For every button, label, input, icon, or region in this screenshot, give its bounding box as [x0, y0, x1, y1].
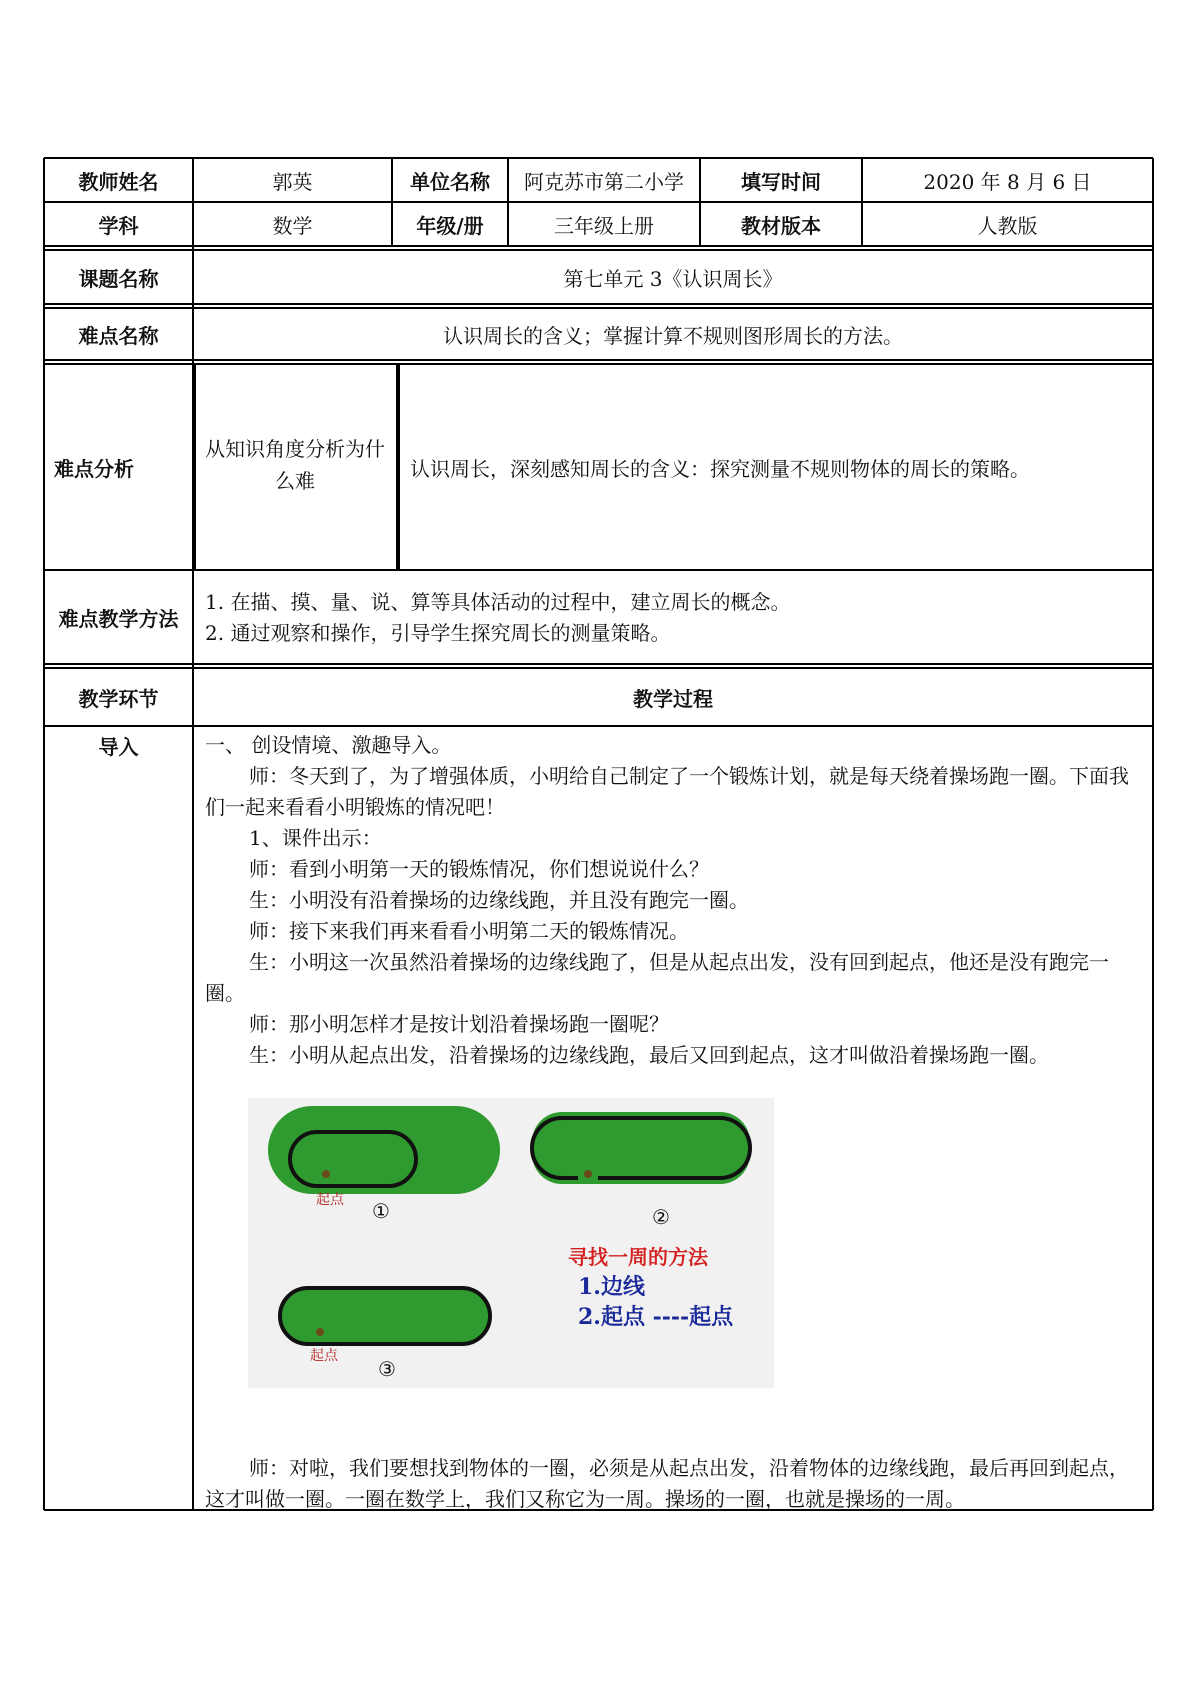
grade-label: 年级/册: [416, 213, 484, 238]
runner-1-icon: [322, 1170, 330, 1178]
date-label: 填写时间: [741, 169, 821, 194]
intro-line: 师：接下来我们再来看看小明第二天的锻炼情况。: [249, 919, 689, 943]
running-track-figure: [248, 1098, 774, 1388]
methods-label: 难点教学方法: [58, 606, 179, 631]
runner-2-icon: [584, 1170, 592, 1178]
intro-line: 师：冬天到了，为了增强体质，小明给自己制定了一个锻炼计划，就是每天绕着操场跑一圈。下面我们一起来看看小明锻炼的情况吧！: [205, 764, 1129, 819]
analysis-label: 难点分析: [54, 456, 134, 481]
edition-value: 人教版: [977, 213, 1038, 238]
method-1: 1.边线: [578, 1274, 645, 1300]
difficulty-value: 认识周长的含义；掌握计算不规则图形周长的方法。: [443, 323, 903, 348]
analysis-sub-label: 从知识角度分析为什么难: [205, 437, 385, 493]
teacher-value: 郭英: [272, 169, 313, 194]
stage-header: 教学环节: [78, 686, 159, 711]
intro-line: 生：小明没有沿着操场的边缘线跑，并且没有跑完一圈。: [249, 888, 749, 912]
intro-line: 1、课件出示：: [249, 826, 382, 850]
runner-3-icon: [316, 1328, 324, 1336]
grade-value: 三年级上册: [554, 213, 654, 238]
track-3-field: [280, 1288, 490, 1344]
topic-label: 课题名称: [78, 266, 159, 291]
method-item-2: 2. 通过观察和操作，引导学生探究周长的测量策略。: [205, 621, 671, 645]
start-label-1: 起点: [316, 1192, 344, 1208]
teacher-label: 教师姓名: [78, 169, 159, 194]
intro-line: 师：看到小明第一天的锻炼情况，你们想说说什么？: [249, 857, 709, 881]
topic-value: 第七单元 3《认识周长》: [563, 266, 783, 291]
unit-value: 阿克苏市第二小学: [524, 169, 684, 194]
unit-label: 单位名称: [410, 169, 490, 194]
mark-3: ③: [378, 1357, 396, 1381]
intro-line: 一、 创设情境、激趣导入。: [205, 733, 452, 757]
method-title: 寻找一周的方法: [568, 1245, 708, 1269]
difficulty-label: 难点名称: [78, 323, 159, 348]
intro-line: 生：小明这一次虽然沿着操场的边缘线跑了，但是从起点出发，没有回到起点，他还是没有跑完一圈。: [205, 950, 1109, 1005]
intro-text: [205, 730, 1137, 1071]
track-2-field: [532, 1112, 750, 1184]
edition-label: 教材版本: [741, 213, 821, 238]
methods-list: [205, 587, 1137, 649]
start-label-3: 起点: [310, 1348, 338, 1364]
method-item-1: 1. 在描、摸、量、说、算等具体活动的过程中，建立周长的概念。: [205, 590, 791, 614]
mark-2: ②: [652, 1205, 670, 1229]
intro-line: 师：那小明怎样才是按计划沿着操场跑一圈呢？: [249, 1012, 669, 1036]
date-value: 2020 年 8 月 6 日: [923, 169, 1092, 194]
method-2: 2.起点 ----起点: [578, 1304, 734, 1330]
subject-label: 学科: [98, 213, 139, 238]
mark-1: ①: [372, 1199, 390, 1223]
subject-value: 数学: [272, 213, 313, 238]
intro-label: 导入: [98, 734, 139, 759]
closing-paragraph: 师：对啦，我们要想找到物体的一圈，必须是从起点出发，沿着物体的边缘线跑，最后再回到起点，这才叫做一圈。一圈在数学上，我们又称它为一周。操场的一圈，也就是操场的一周。: [205, 1456, 1129, 1511]
analysis-value: 认识周长，深刻感知周长的含义：探究测量不规则物体的周长的策略。: [410, 456, 1030, 481]
intro-line: 生：小明从起点出发，沿着操场的边缘线跑，最后又回到起点，这才叫做沿着操场跑一圈。: [249, 1043, 1049, 1067]
process-header: 教学过程: [633, 686, 713, 711]
